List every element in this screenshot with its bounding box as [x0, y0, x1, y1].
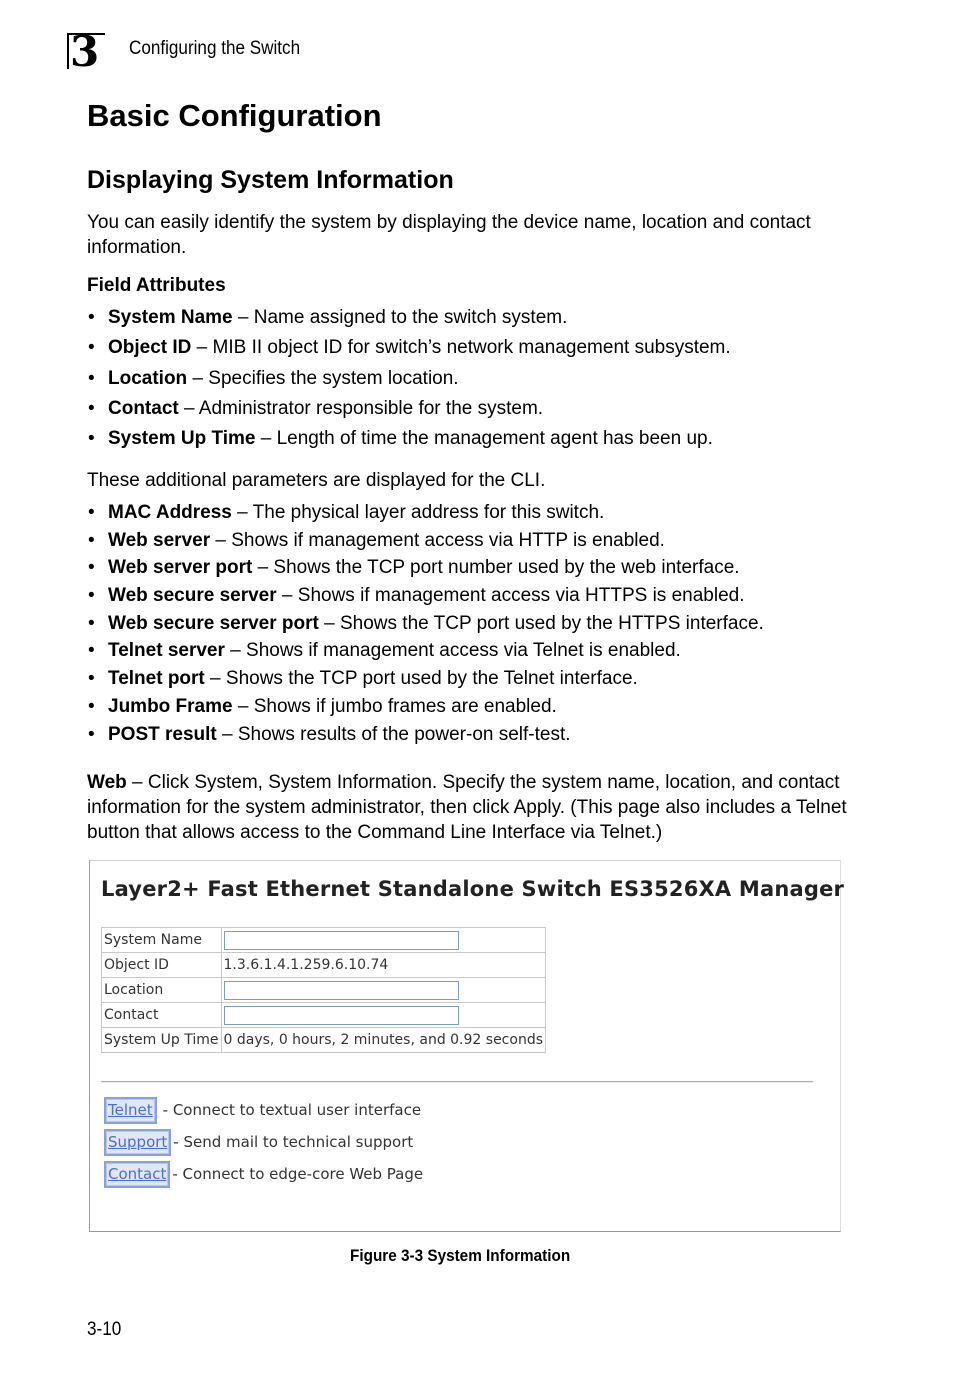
- system-name-input[interactable]: [224, 931, 459, 950]
- list-item: • Contact – Administrator responsible for the system.: [87, 397, 731, 427]
- list-item: • Jumbo Frame – Shows if jumbo frames are enabled.: [87, 695, 764, 723]
- table-row: [102, 1028, 546, 1053]
- list-item: • System Up Time – Length of time the management agent has been up.: [87, 427, 731, 457]
- contact-input[interactable]: [224, 1006, 459, 1025]
- section-title: Displaying System Information: [87, 166, 454, 194]
- list-item: • Web secure server – Shows if management access via HTTPS is enabled.: [87, 584, 764, 612]
- chapter-number: 3: [70, 27, 100, 76]
- list-item: • Web server port – Shows the TCP port number used by the web interface.: [87, 556, 764, 584]
- contact-description: - Connect to edge-core Web Page: [172, 1165, 424, 1183]
- figure-caption: Figure 3-3 System Information: [350, 1246, 571, 1265]
- list-item: • MAC Address – The physical layer address for this switch.: [87, 501, 764, 529]
- system-info-table: [101, 927, 546, 1053]
- list-item: • Object ID – MIB II object ID for switch’s network management subsystem.: [87, 336, 731, 366]
- intro-paragraph: You can easily identify the system by displaying the device name, location and contact information.: [87, 212, 811, 258]
- page-title: Basic Configuration: [87, 98, 382, 133]
- system-up-time-label: System Up Time: [102, 1028, 222, 1053]
- contact-link-button[interactable]: Contact: [104, 1161, 170, 1188]
- list-item: • Web secure server port – Shows the TCP port used by the HTTPS interface.: [87, 612, 764, 640]
- table-row: [102, 953, 546, 978]
- object-id-value: 1.3.6.1.4.1.259.6.10.74: [221, 953, 545, 978]
- contact-label: Contact: [102, 1003, 222, 1028]
- running-header: Configuring the Switch: [129, 38, 301, 59]
- contact-row: [104, 1161, 423, 1188]
- divider: [101, 1081, 813, 1083]
- web-instructions: Web – Click System, System Information. Specify the system name, location, and contact information for the system administrator, then click Apply. (This page also includes a Telnet button that allows access to the Command Line Interface via Telnet.): [87, 772, 847, 843]
- support-row: [104, 1129, 413, 1156]
- telnet-description: - Connect to textual user interface: [162, 1101, 422, 1119]
- support-description: - Send mail to technical support: [173, 1133, 414, 1151]
- contact-cell: [221, 1003, 545, 1028]
- list-item: • Telnet port – Shows the TCP port used by the Telnet interface.: [87, 667, 764, 695]
- page-number: 3-10: [87, 1319, 122, 1340]
- system-name-cell: [221, 928, 545, 953]
- table-row: [102, 928, 546, 953]
- field-attributes-heading: Field Attributes: [87, 275, 226, 296]
- support-link-button[interactable]: Support: [104, 1129, 171, 1156]
- list-item: • Telnet server – Shows if management access via Telnet is enabled.: [87, 639, 764, 667]
- table-row: [102, 978, 546, 1003]
- manager-title: Layer2+ Fast Ethernet Standalone Switch ES3526XA Manager: [101, 877, 845, 901]
- cli-parameters-list: [87, 501, 764, 750]
- location-cell: [221, 978, 545, 1003]
- object-id-label: Object ID: [102, 953, 222, 978]
- telnet-link-button[interactable]: Telnet: [104, 1097, 157, 1124]
- system-name-label: System Name: [102, 928, 222, 953]
- location-label: Location: [102, 978, 222, 1003]
- system-up-time-value: 0 days, 0 hours, 2 minutes, and 0.92 seconds: [221, 1028, 545, 1053]
- list-item: • POST result – Shows results of the power-on self-test.: [87, 723, 764, 751]
- telnet-row: [104, 1097, 421, 1124]
- list-item: • System Name – Name assigned to the switch system.: [87, 306, 731, 336]
- list-item: • Web server – Shows if management access via HTTP is enabled.: [87, 529, 764, 557]
- location-input[interactable]: [224, 981, 459, 1000]
- cli-intro-paragraph: These additional parameters are displayed for the CLI.: [87, 470, 546, 491]
- field-attributes-list: [87, 306, 731, 457]
- system-information-screenshot: [89, 860, 845, 1232]
- table-row: [102, 1003, 546, 1028]
- list-item: • Location – Specifies the system location.: [87, 367, 731, 397]
